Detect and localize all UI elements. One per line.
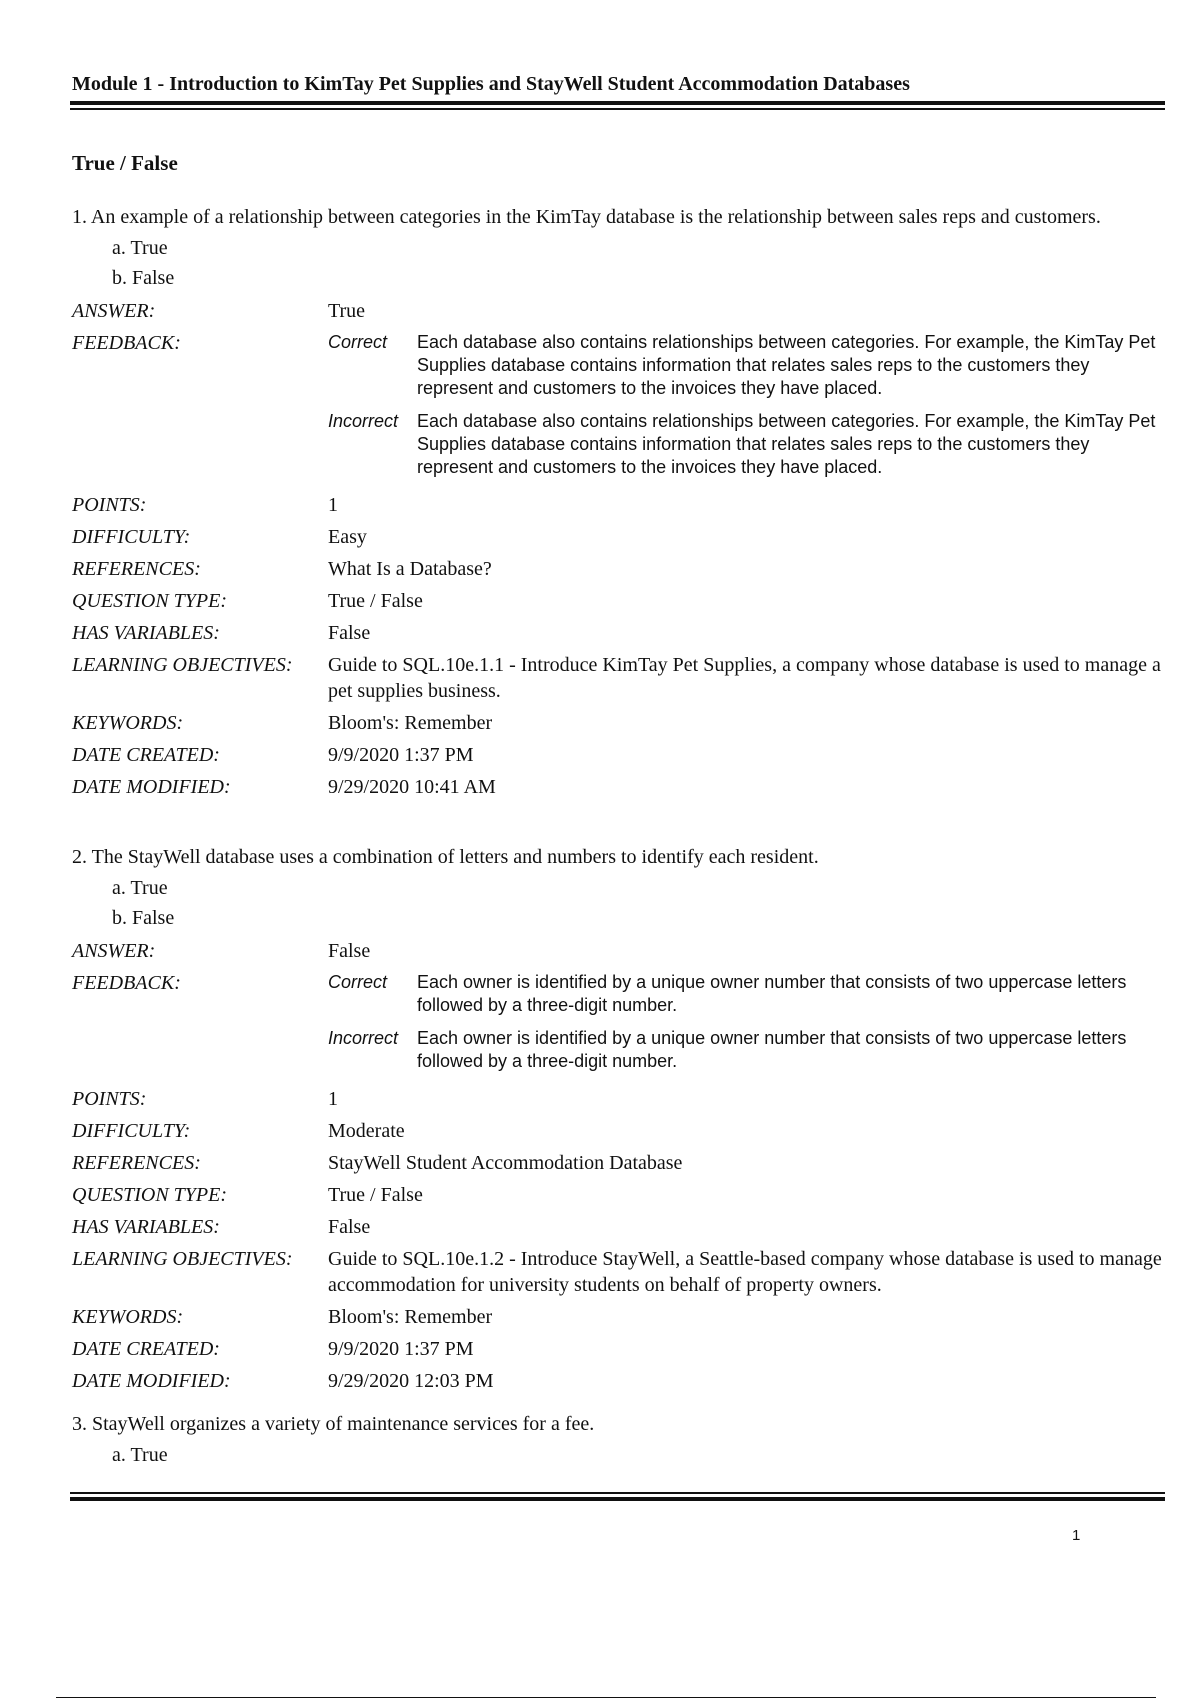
difficulty-row xyxy=(72,1115,1162,1147)
feedback-correct-text: Each database also contains relationships between categories. For example, the KimTay Pet Supplies database contains information that relates sales reps to the customers they represent and customers to the invoices they have placed. xyxy=(417,332,1156,398)
difficulty-row xyxy=(72,521,1162,553)
feedback-incorrect-label: Incorrect xyxy=(328,1028,399,1048)
feedback-block xyxy=(328,327,1162,489)
feedback-incorrect-label: Incorrect xyxy=(328,411,399,431)
has-variables-row xyxy=(72,617,1162,649)
points-row xyxy=(72,1083,1162,1115)
date-modified-row xyxy=(72,1365,1162,1397)
answer-value: False xyxy=(328,940,371,962)
question-1 xyxy=(72,205,1162,803)
keywords-label: KEYWORDS: xyxy=(72,1306,184,1328)
has-variables-label: HAS VARIABLES: xyxy=(72,1216,220,1238)
option-true: a. True xyxy=(112,1444,168,1466)
date-modified-label: DATE MODIFIED: xyxy=(72,1370,231,1392)
points-row xyxy=(72,489,1162,521)
difficulty-label: DIFFICULTY: xyxy=(72,526,191,548)
date-created-label: DATE CREATED: xyxy=(72,1338,220,1360)
learning-objectives-row xyxy=(72,649,1162,707)
feedback-correct-label: Correct xyxy=(328,972,388,992)
question-2 xyxy=(72,845,1162,1397)
question-type-value: True / False xyxy=(328,590,423,612)
learning-objectives-value: Guide to SQL.10e.1.1 - Introduce KimTay Pet Supplies, a company whose database is used to manage a pet supplies business. xyxy=(328,654,1161,702)
header-double-rule xyxy=(70,101,1165,110)
page-number: 1 xyxy=(1072,1527,1081,1544)
has-variables-label: HAS VARIABLES: xyxy=(72,622,220,644)
answer-options xyxy=(112,233,1162,293)
question-stem: 1. An example of a relationship between categories in the KimTay database is the relationship between sales reps and customers. xyxy=(72,206,1101,228)
feedback-correct xyxy=(328,331,1162,400)
has-variables-row xyxy=(72,1211,1162,1243)
points-value: 1 xyxy=(328,494,338,516)
answer-options xyxy=(112,873,1162,933)
points-value: 1 xyxy=(328,1088,338,1110)
section-title: True / False xyxy=(72,151,178,175)
answer-options xyxy=(112,1440,1162,1470)
feedback-row xyxy=(72,967,1162,1083)
points-label: POINTS: xyxy=(72,494,147,516)
option-true: a. True xyxy=(112,237,168,259)
feedback-block xyxy=(328,967,1162,1083)
has-variables-value: False xyxy=(328,622,371,644)
references-label: REFERENCES: xyxy=(72,1152,201,1174)
question-metadata xyxy=(72,295,1162,803)
option-false: b. False xyxy=(112,267,175,289)
references-row xyxy=(72,553,1162,585)
feedback-label: FEEDBACK: xyxy=(72,332,181,354)
page-bottom-rule xyxy=(56,1697,1156,1698)
question-3 xyxy=(72,1412,1162,1470)
keywords-row xyxy=(72,1301,1162,1333)
question-type-value: True / False xyxy=(328,1184,423,1206)
learning-objectives-row xyxy=(72,1243,1162,1301)
answer-label: ANSWER: xyxy=(72,940,156,962)
has-variables-value: False xyxy=(328,1216,371,1238)
question-metadata xyxy=(72,935,1162,1397)
feedback-incorrect-text: Each database also contains relationships between categories. For example, the KimTay Pet Supplies database contains information that relates sales reps to the customers they represent and customers to the invoices they have placed. xyxy=(417,411,1156,477)
feedback-row xyxy=(72,327,1162,489)
question-stem: 3. StayWell organizes a variety of maintenance services for a fee. xyxy=(72,1413,595,1435)
feedback-incorrect xyxy=(328,1027,1162,1073)
option-false: b. False xyxy=(112,907,175,929)
learning-objectives-label: LEARNING OBJECTIVES: xyxy=(72,654,293,676)
option-true: a. True xyxy=(112,877,168,899)
references-label: REFERENCES: xyxy=(72,558,201,580)
points-label: POINTS: xyxy=(72,1088,147,1110)
question-type-label: QUESTION TYPE: xyxy=(72,1184,228,1206)
references-value: StayWell Student Accommodation Database xyxy=(328,1152,683,1174)
date-created-label: DATE CREATED: xyxy=(72,744,220,766)
date-modified-label: DATE MODIFIED: xyxy=(72,776,231,798)
answer-value: True xyxy=(328,300,366,322)
references-row xyxy=(72,1147,1162,1179)
question-type-row xyxy=(72,1179,1162,1211)
keywords-label: KEYWORDS: xyxy=(72,712,184,734)
learning-objectives-value: Guide to SQL.10e.1.2 - Introduce StayWell, a Seattle-based company whose database is used to manage accommodation for university students on behalf of property owners. xyxy=(328,1248,1162,1296)
date-modified-row xyxy=(72,771,1162,803)
date-created-value: 9/9/2020 1:37 PM xyxy=(328,744,474,766)
date-created-value: 9/9/2020 1:37 PM xyxy=(328,1338,474,1360)
feedback-correct-text: Each owner is identified by a unique owner number that consists of two uppercase letters followed by a three-digit number. xyxy=(417,972,1127,1015)
feedback-incorrect-text: Each owner is identified by a unique owner number that consists of two uppercase letters followed by a three-digit number. xyxy=(417,1028,1127,1071)
difficulty-value: Easy xyxy=(328,526,367,548)
keywords-value: Bloom's: Remember xyxy=(328,712,493,734)
references-value: What Is a Database? xyxy=(328,558,492,580)
feedback-label: FEEDBACK: xyxy=(72,972,181,994)
difficulty-value: Moderate xyxy=(328,1120,405,1142)
date-modified-value: 9/29/2020 12:03 PM xyxy=(328,1370,494,1392)
question-type-row xyxy=(72,585,1162,617)
question-type-label: QUESTION TYPE: xyxy=(72,590,228,612)
answer-row xyxy=(72,935,1162,967)
answer-label: ANSWER: xyxy=(72,300,156,322)
difficulty-label: DIFFICULTY: xyxy=(72,1120,191,1142)
answer-row xyxy=(72,295,1162,327)
date-created-row xyxy=(72,1333,1162,1365)
learning-objectives-label: LEARNING OBJECTIVES: xyxy=(72,1248,293,1270)
feedback-correct-label: Correct xyxy=(328,332,388,352)
keywords-row xyxy=(72,707,1162,739)
date-created-row xyxy=(72,739,1162,771)
question-stem: 2. The StayWell database uses a combination of letters and numbers to identify each resident. xyxy=(72,846,819,868)
module-title: Module 1 - Introduction to KimTay Pet Supplies and StayWell Student Accommodation Databases xyxy=(72,73,910,95)
feedback-incorrect xyxy=(328,410,1162,479)
feedback-correct xyxy=(328,971,1162,1017)
footer-double-rule xyxy=(70,1492,1165,1501)
keywords-value: Bloom's: Remember xyxy=(328,1306,493,1328)
date-modified-value: 9/29/2020 10:41 AM xyxy=(328,776,496,798)
